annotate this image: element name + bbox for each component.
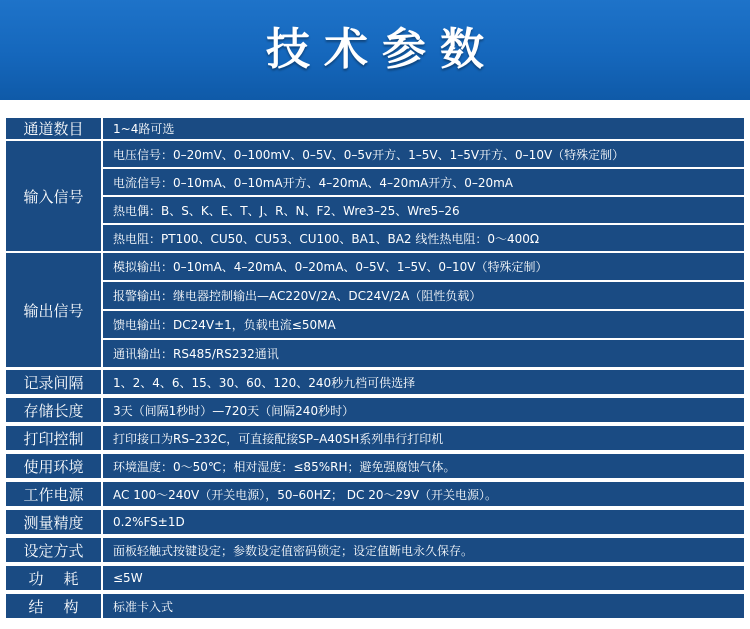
table-row-power-consumption xyxy=(6,566,744,590)
table-row-power-supply xyxy=(6,482,744,506)
row-label: 输入信号 xyxy=(6,141,101,251)
row-value: 报警输出：继电器控制输出—AC220V/2A、DC24V/2A（阻性负载） xyxy=(103,282,744,309)
table-row-input-signal xyxy=(6,141,744,251)
table-row-output-signal xyxy=(6,253,744,367)
row-value: 馈电输出：DC24V±1，负载电流≤50MA xyxy=(103,311,744,338)
row-value: 3天（间隔1秒时）—720天（间隔240秒时） xyxy=(103,398,744,422)
row-label: 设定方式 xyxy=(6,538,101,562)
row-value: 1、2、4、6、15、30、60、120、240秒九档可供选择 xyxy=(103,370,744,394)
row-label: 通道数目 xyxy=(6,118,101,139)
title-banner xyxy=(0,0,750,100)
row-label: 打印控制 xyxy=(6,426,101,450)
row-label: 工作电源 xyxy=(6,482,101,506)
row-value: AC 100～240V（开关电源），50–60HZ； DC 20～29V（开关电源）。 xyxy=(103,482,744,506)
table-row-storage-length xyxy=(6,398,744,422)
table-row-print-control xyxy=(6,426,744,450)
row-values xyxy=(103,253,744,367)
row-value: 打印接口为RS–232C，可直接配接SP–A40SH系列串行打印机 xyxy=(103,426,744,450)
row-values xyxy=(103,510,744,534)
table-row-record-interval xyxy=(6,370,744,394)
row-values xyxy=(103,426,744,450)
row-label: 输出信号 xyxy=(6,253,101,367)
row-value: 热电偶：B、S、K、E、T、J、R、N、F2、Wre3–25、Wre5–26 xyxy=(103,197,744,223)
row-label: 使用环境 xyxy=(6,454,101,478)
row-value: 热电阻：PT100、CU50、CU53、CU100、BA1、BA2 线性热电阻：0～400Ω xyxy=(103,225,744,251)
row-value: 通讯输出：RS485/RS232通讯 xyxy=(103,340,744,367)
row-values xyxy=(103,594,744,618)
table-row-structure xyxy=(6,594,744,618)
row-value: 电压信号：0–20mV、0–100mV、0–5V、0–5v开方、1–5V、1–5V开方、0–10V（特殊定制） xyxy=(103,141,744,167)
table-row-accuracy xyxy=(6,510,744,534)
row-label: 功耗 xyxy=(6,566,101,590)
table-row-channels xyxy=(6,118,744,139)
row-value: 电流信号：0–10mA、0–10mA开方、4–20mA、4–20mA开方、0–20mA xyxy=(103,169,744,195)
table-row-setting-method xyxy=(6,538,744,562)
row-value: 环境温度：0～50℃；相对湿度：≤85%RH；避免强腐蚀气体。 xyxy=(103,454,744,478)
row-label: 测量精度 xyxy=(6,510,101,534)
row-values xyxy=(103,454,744,478)
row-values xyxy=(103,482,744,506)
row-values xyxy=(103,141,744,251)
row-value: ≤5W xyxy=(103,566,744,590)
row-values xyxy=(103,118,744,139)
row-label: 存储长度 xyxy=(6,398,101,422)
row-values xyxy=(103,538,744,562)
row-value: 0.2%FS±1D xyxy=(103,510,744,534)
row-value: 1~4路可选 xyxy=(103,118,744,139)
row-values xyxy=(103,370,744,394)
page-title: 技术参数 xyxy=(266,24,498,75)
spec-table xyxy=(6,118,744,624)
row-value: 标准卡入式 xyxy=(103,594,744,618)
row-values xyxy=(103,566,744,590)
row-values xyxy=(103,398,744,422)
table-row-environment xyxy=(6,454,744,478)
row-label: 结构 xyxy=(6,594,101,618)
row-value: 面板轻触式按键设定；参数设定值密码锁定；设定值断电永久保存。 xyxy=(103,538,744,562)
row-label: 记录间隔 xyxy=(6,370,101,394)
row-value: 模拟输出：0–10mA、4–20mA、0–20mA、0–5V、1–5V、0–10V（特殊定制） xyxy=(103,253,744,280)
